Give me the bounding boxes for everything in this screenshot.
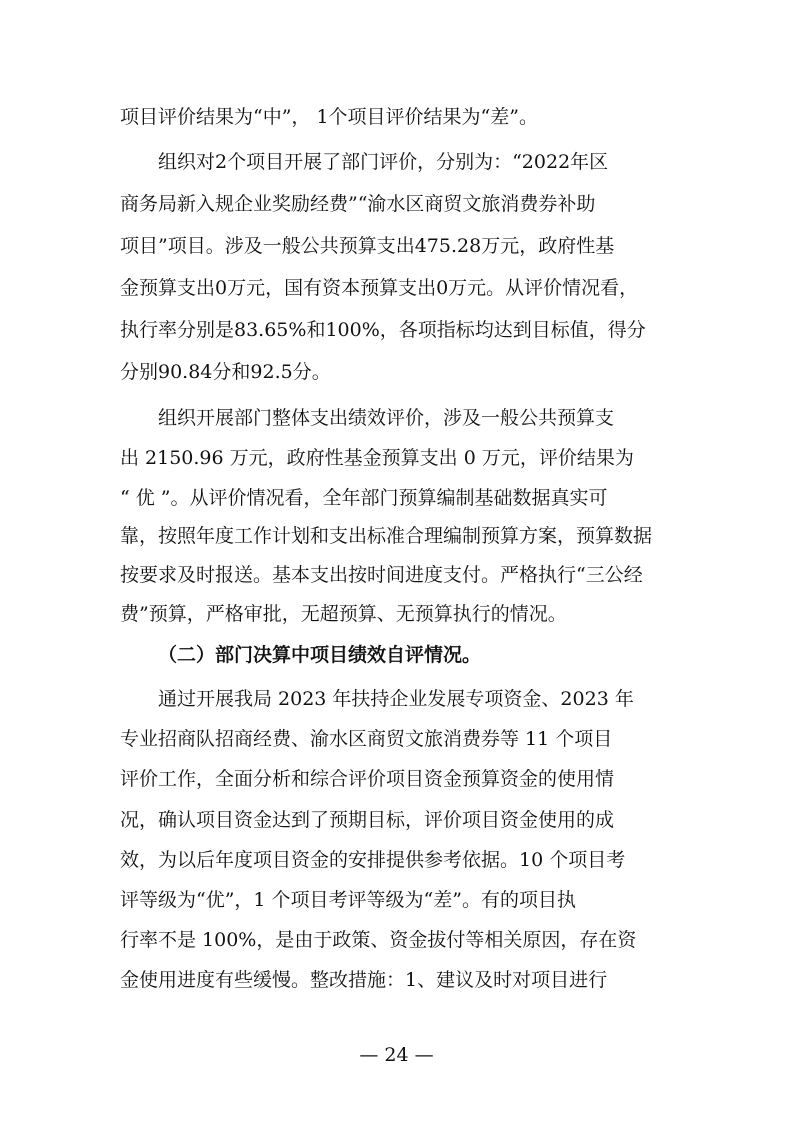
paragraph-line: “ 优 ”。从评价情况看，全年部门预算编制基础数据真实可 (120, 487, 608, 509)
paragraph-line: 通过开展我局 2023 年扶持企业发展专项资金、2023 年 (158, 688, 634, 710)
paragraph-line: 项目”项目。涉及一般公共预算支出475.28万元，政府性基 (120, 235, 615, 257)
paragraph-line: 项目评价结果为“中”， 1个项目评价结果为“差”。 (120, 106, 538, 128)
paragraph-line: 金使用进度有些缓慢。整改措施：1、建议及时对项目进行 (120, 969, 608, 991)
paragraph-line: 组织开展部门整体支出绩效评价，涉及一般公共预算支 (158, 407, 615, 429)
paragraph-line: 组织对2个项目开展了部门评价，分别为：“2022年区 (158, 151, 609, 173)
paragraph-line: 专业招商队招商经费、渝水区商贸文旅消费券等 11 个项目 (120, 728, 613, 750)
page-number: — 24 — (359, 1044, 434, 1066)
paragraph-line: 商务局新入规企业奖励经费”“渝水区商贸文旅消费券补助 (120, 193, 596, 215)
paragraph-line: 行率不是 100%，是由于政策、资金拔付等相关原因，存在资 (120, 929, 637, 951)
paragraph-line: 效，为以后年度项目资金的安排提供参考依据。10 个项目考 (120, 849, 626, 871)
paragraph-line: 金预算支出0万元，国有资本预算支出0万元。从评价情况看， (120, 277, 639, 299)
paragraph-line: 评价工作，全面分析和综合评价项目资金预算资金的使用情 (120, 768, 615, 790)
paragraph-line: 靠，按照年度工作计划和支出标准合理编制预算方案，预算数据 (120, 525, 653, 547)
paragraph-line: 执行率分别是83.65%和100%，各项指标均达到目标值，得分 (120, 319, 646, 341)
paragraph-line: 按要求及时报送。基本支出按时间进度支付。严格执行“三公经 (120, 564, 643, 586)
paragraph-line: 况，确认项目资金达到了预期目标，评价项目资金使用的成 (120, 809, 615, 831)
paragraph-line: 分别90.84分和92.5分。 (120, 361, 331, 383)
paragraph-line: 出 2150.96 万元，政府性基金预算支出 0 万元，评价结果为 (120, 447, 634, 469)
paragraph-line: 费”预算，严格审批，无超预算、无预算执行的情况。 (120, 603, 567, 625)
section-heading: （二）部门决算中项目绩效自评情况。 (158, 644, 482, 666)
paragraph-line: 评等级为“优”，1 个项目考评等级为“差”。有的项目执 (120, 889, 576, 911)
